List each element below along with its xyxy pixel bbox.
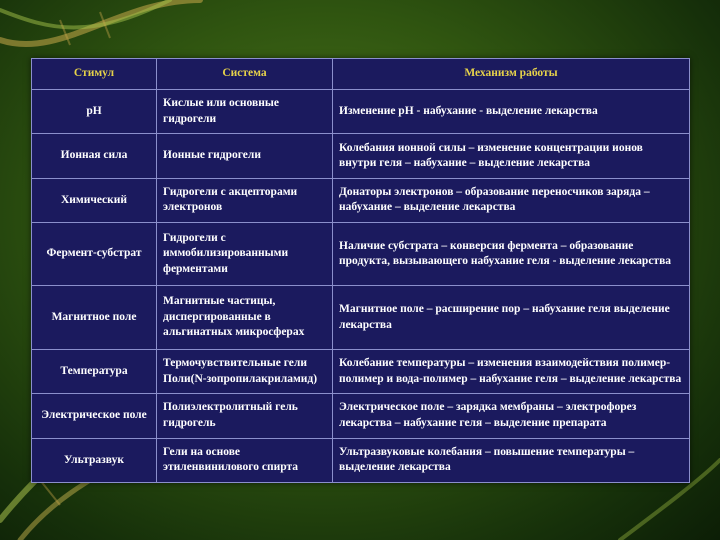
cell-stimulus: Ультразвук (32, 438, 157, 482)
stimulus-table (31, 58, 690, 483)
cell-mechanism: Магнитное поле – расширение пор – набухание геля выделение лекарства (333, 286, 690, 349)
cell-mechanism: Донаторы электронов – образование переносчиков заряда – набухание – выделение лекарства (333, 178, 690, 222)
table-row (32, 438, 690, 482)
table-row (32, 286, 690, 349)
header-stimulus: Стимул (32, 59, 157, 90)
table-row (32, 178, 690, 222)
cell-system: Гидрогели с иммобилизированными ферментами (157, 223, 333, 286)
cell-mechanism: Колебания ионной силы – изменение концентрации ионов внутри геля – набухание – выделение лекарства (333, 134, 690, 178)
cell-system: Полиэлектролитный гель гидрогель (157, 394, 333, 438)
cell-mechanism: Ультразвуковые колебания – повышение температуры – выделение лекарства (333, 438, 690, 482)
cell-stimulus: Магнитное поле (32, 286, 157, 349)
table-row (32, 349, 690, 393)
cell-system: Кислые или основные гидрогели (157, 90, 333, 134)
cell-system: Магнитные частицы, диспергированные в альгинатных микросферах (157, 286, 333, 349)
cell-mechanism: Изменение pH - набухание - выделение лекарства (333, 90, 690, 134)
table-header-row (32, 59, 690, 90)
cell-system: Термочувствительные гели Поли(N-зопропилакриламид) (157, 349, 333, 393)
cell-system: Гидрогели с акцепторами электронов (157, 178, 333, 222)
cell-system: Гели на основе этиленвинилового спирта (157, 438, 333, 482)
table-row (32, 90, 690, 134)
table-row (32, 134, 690, 178)
cell-mechanism: Наличие субстрата – конверсия фермента – образование продукта, вызывающего набухание геля - выделение лекарства (333, 223, 690, 286)
cell-system: Ионные гидрогели (157, 134, 333, 178)
cell-stimulus: Температура (32, 349, 157, 393)
cell-stimulus: Электрическое поле (32, 394, 157, 438)
cell-mechanism: Электрическое поле – зарядка мембраны – электрофорез лекарства – набухание геля – выделение препарата (333, 394, 690, 438)
table-row (32, 394, 690, 438)
cell-stimulus: Ионная сила (32, 134, 157, 178)
stimulus-table-panel (31, 58, 690, 483)
cell-mechanism: Колебание температуры – изменения взаимодействия полимер-полимер и вода-полимер – набухание геля – выделение лекарства (333, 349, 690, 393)
cell-stimulus: Фермент-субстрат (32, 223, 157, 286)
header-mechanism: Механизм работы (333, 59, 690, 90)
table-row (32, 223, 690, 286)
header-system: Система (157, 59, 333, 90)
cell-stimulus: pH (32, 90, 157, 134)
cell-stimulus: Химический (32, 178, 157, 222)
